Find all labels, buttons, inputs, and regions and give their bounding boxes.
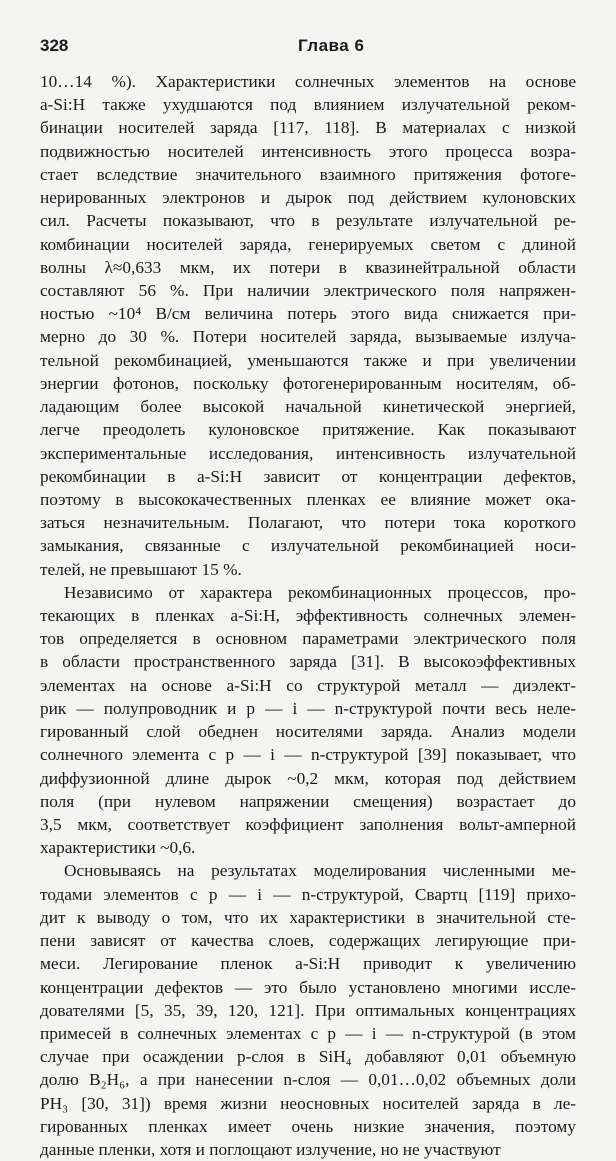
text-line: диффузионной длине дырок ~0,2 мкм, которая под действием	[40, 768, 576, 788]
text-line: ладающим более высокой начальной кинетической энергией,	[40, 397, 576, 417]
text-line: легче преодолеть кулоновское притяжение. Как показывают	[40, 420, 576, 440]
text-line: концентрации дефектов — это было установлено многими иссле-	[40, 977, 576, 997]
text-line: Независимо от характера рекомбинационных процессов, про-	[64, 582, 576, 602]
text-line: текающих в пленках a-Si:H, эффективность солнечных элемен-	[40, 606, 576, 626]
text-line: подвижностью носителей интенсивность этого процесса возра-	[40, 141, 576, 161]
text-line: солнечного элемента с p — i — n-структурой [39] показывает, что	[40, 745, 576, 765]
text-line: тельной рекомбинацией, уменьшаются также и при увеличении	[40, 350, 576, 370]
paragraph	[40, 581, 576, 860]
text-line: примесей в солнечных элементах с p — i — n-структурой (в этом	[40, 1023, 576, 1043]
text-line: гированных пленках имеет очень низкие значения, поэтому	[40, 1116, 576, 1136]
text-line: данные пленки, хотя и поглощают излучение, но не участвуют	[40, 1140, 501, 1160]
text-line: 3,5 мкм, соответствует коэффициент заполнения вольт-амперной	[40, 815, 576, 834]
text-line: поля (при нулевом напряжении смещения) возрастает до	[40, 791, 576, 811]
text-line: сил. Расчеты показывают, что в результате излучательной ре-	[40, 211, 576, 231]
text-line: меси. Легирование пленок a-Si:H приводит к увеличению	[40, 954, 576, 974]
text-line: дит к выводу о том, что их характеристики в значительной сте-	[40, 907, 576, 927]
text-line: рекомбинации в a-Si:H зависит от концентрации дефектов,	[40, 466, 576, 486]
paragraph	[40, 70, 576, 581]
text-line: ностью ~10⁴ В/см величина потерь этого вида снижается при-	[40, 304, 576, 324]
text-line: в области пространственного заряда [31]. В высокоэффективных	[40, 652, 576, 672]
text-line: тодами элементов с p — i — n-структурой, Свартц [119] прихо-	[40, 884, 576, 904]
text-line: составляют 56 %. При наличии электрического поля напряжен-	[40, 280, 576, 300]
text-line: волны λ≈0,633 мкм, их потери в квазинейтральной области	[40, 257, 576, 277]
chapter-title: Глава 6	[298, 36, 365, 55]
text-line: тов определяется в основном параметрами электрического поля	[40, 629, 576, 649]
text-line: дователями [5, 35, 39, 120, 121]. При оптимальных концентрациях	[40, 1000, 576, 1020]
text-line: энергии фотонов, поскольку фотогенерированным носителям, об-	[40, 373, 576, 393]
text-line: рик — полупроводник и p — i — n-структурой почти весь нелe-	[40, 698, 576, 718]
text-line: мерно до 30 %. Потери носителей заряда, вызываемые излуча-	[40, 327, 576, 347]
page-number: 328	[40, 36, 69, 55]
text-line: стает вследствие значительного взаимного притяжения фотоге-	[40, 164, 576, 184]
body-text	[40, 70, 576, 1161]
text-line: поэтому в высококачественных пленках ее влияние может ока-	[40, 489, 576, 509]
running-header	[40, 36, 576, 56]
text-line: случае при осаждении p-слоя в SiH₄ добавляют 0,01 объемную	[40, 1047, 576, 1067]
text-line: пени зависят от качества слоев, содержащих легирующие при-	[40, 931, 576, 951]
paragraph	[40, 859, 576, 1161]
text-line: a-Si:H также ухудшаются под влиянием излучательной реком-	[40, 95, 576, 115]
text-line: PH₃ [30, 31]) время жизни неосновных носителей заряда в ле-	[40, 1093, 576, 1113]
text-line: гированный слой обеднен носителями заряда. Анализ модели	[40, 722, 576, 742]
text-line: Основываясь на результатах моделирования численными ме-	[64, 861, 576, 881]
text-line: комбинации носителей заряда, генерируемых светом с длиной	[40, 234, 576, 254]
text-line: заться незначительным. Полагают, что потери тока короткого	[40, 513, 576, 533]
text-line: долю B₂H₆, а при нанесении n-слоя — 0,01…0,02 объемных доли	[40, 1070, 576, 1090]
text-line: замыкания, связанные с излучательной рекомбинацией носи-	[40, 536, 576, 556]
text-line: 10…14 %). Характеристики солнечных элементов на основе	[40, 72, 576, 91]
text-line: телей, не превышают 15 %.	[40, 559, 242, 579]
text-line: бинации носителей заряда [117, 118]. В материалах с низкой	[40, 118, 576, 138]
text-line: нерированных электронов и дырок под действием кулоновских	[40, 188, 576, 208]
text-line: экспериментальные исследования, интенсивность излучательной	[40, 443, 576, 463]
text-line: элементах на основе a-Si:H со структурой металл — диэлект-	[40, 675, 576, 695]
text-line: характеристики ~0,6.	[40, 838, 196, 858]
